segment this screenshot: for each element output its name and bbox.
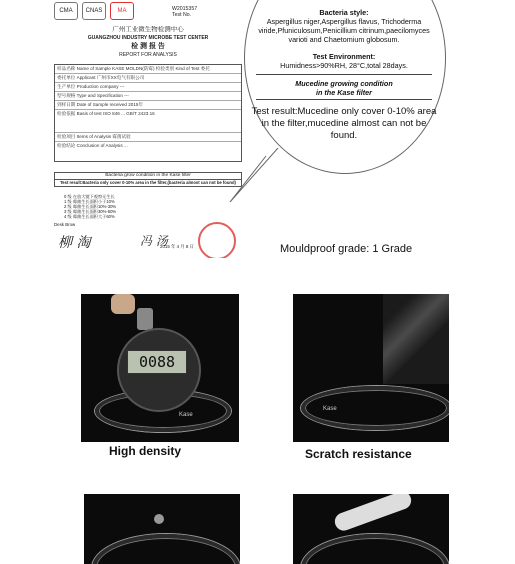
photo-scratch-test (293, 294, 449, 442)
report-row: 到样日期 Date of Sample received 2015年 (55, 101, 241, 110)
report-logo-1: CMA (54, 2, 78, 20)
bubble-divider (256, 99, 432, 100)
water-drop (154, 514, 164, 524)
environment-heading: Test Environment: (312, 52, 376, 61)
report-row: 检验结论 Conclusion of Analysis ... (57, 143, 128, 148)
grade-line: 4 级 霉菌生长面积大于60% (64, 214, 115, 219)
filter-ring (301, 534, 449, 564)
report-row: 委托单位 Applicant 广州市XX电气有限公司 (55, 74, 241, 83)
report-no: W2015357 (172, 6, 198, 12)
photo-water-test (84, 494, 240, 564)
condition-line-2: in the Kase filter (316, 88, 372, 97)
gauge-display: 0088 (127, 350, 187, 374)
bacteria-style-heading: Bacteria style: (319, 8, 369, 17)
report-logo-2: CNAS (82, 2, 106, 20)
filter-brand: Kase (179, 412, 193, 418)
grade-line: 0 级 在放大镜下观察无生长 (64, 194, 115, 199)
filter-ring (92, 534, 240, 564)
grade-line: 2 级 霉菌生长面积10%-30% (64, 204, 117, 209)
steel-wool (383, 294, 449, 384)
institute-cn: 广州工业微生物检测中心 (112, 26, 184, 33)
report-logo-3: MA (110, 2, 134, 20)
caption-scratch-resistance: Scratch resistance (305, 447, 412, 461)
gauge-stem (137, 308, 153, 330)
test-result-text: Test result:Mucedine only cover 0-10% area in the filter,mucedine almost can not be found. (251, 106, 437, 141)
signature-2: 冯 汤 (140, 234, 168, 248)
report-date: 2015 年 4 月 8 日 (160, 244, 194, 249)
report-row: 样品名称 Name of Sample KASE MOLDN(防霉) 检验类别 Kind of Test 委托 (55, 65, 241, 74)
signature-label: Desk Brow (54, 222, 76, 227)
bubble-divider (256, 74, 432, 75)
report-row: 生产单位 Production company --- (55, 83, 241, 92)
report-row: 检验项目 Items of Analysis 霉菌试验 (55, 133, 241, 142)
grade-line: 1 级 霉菌生长面积小于10% (64, 199, 115, 204)
report-summary-cn: Bacteria grow condition in the Kase filter (54, 172, 242, 180)
report-summary-en: Test result:Bacteria only cover 0-10% area in the filter,(bacteria almost can not be found) (54, 180, 242, 187)
mouldproof-grade: Mouldproof grade: 1 Grade (280, 243, 413, 255)
photo-marker-test (293, 494, 449, 564)
environment-text: Humidness>90%RH, 28°C,total 28days. (280, 61, 408, 70)
condition-line-1: Mucedine growing condition (295, 79, 393, 88)
report-table (54, 64, 242, 162)
finger (111, 294, 135, 314)
official-stamp (198, 222, 236, 258)
grade-line: 3 级 霉菌生长面积30%-60% (64, 209, 117, 214)
signature-1: 柳 淘 (58, 235, 91, 251)
caption-high-density: High density (109, 444, 182, 458)
institute-en: GUANGZHOU INDUSTRY MICROBE TEST CENTER (87, 35, 209, 41)
report-row: 检验依据 Basis of test ISO 846 ... GB/T 2423.16 (55, 110, 241, 133)
photo-density-gauge (81, 294, 239, 442)
report-row: 型号规格 Type and Specification --- (55, 92, 241, 101)
report-title-cn: 检 测 报 告 (131, 43, 165, 50)
filter-brand: Kase (323, 406, 337, 412)
test-report-document (48, 0, 246, 258)
report-no-label: Test No. (172, 12, 192, 18)
report-title-en: REPORT FOR ANALYSIS (119, 52, 177, 58)
bacteria-style-text: Aspergillus niger,Aspergillus flavus, Trichoderma viride,Pfuniculosum,Penicillium citrinum,paecilomyces varioti and Chaetomium globosum. (258, 17, 430, 44)
marker-pen (332, 494, 413, 533)
bubble-tail (226, 148, 286, 204)
